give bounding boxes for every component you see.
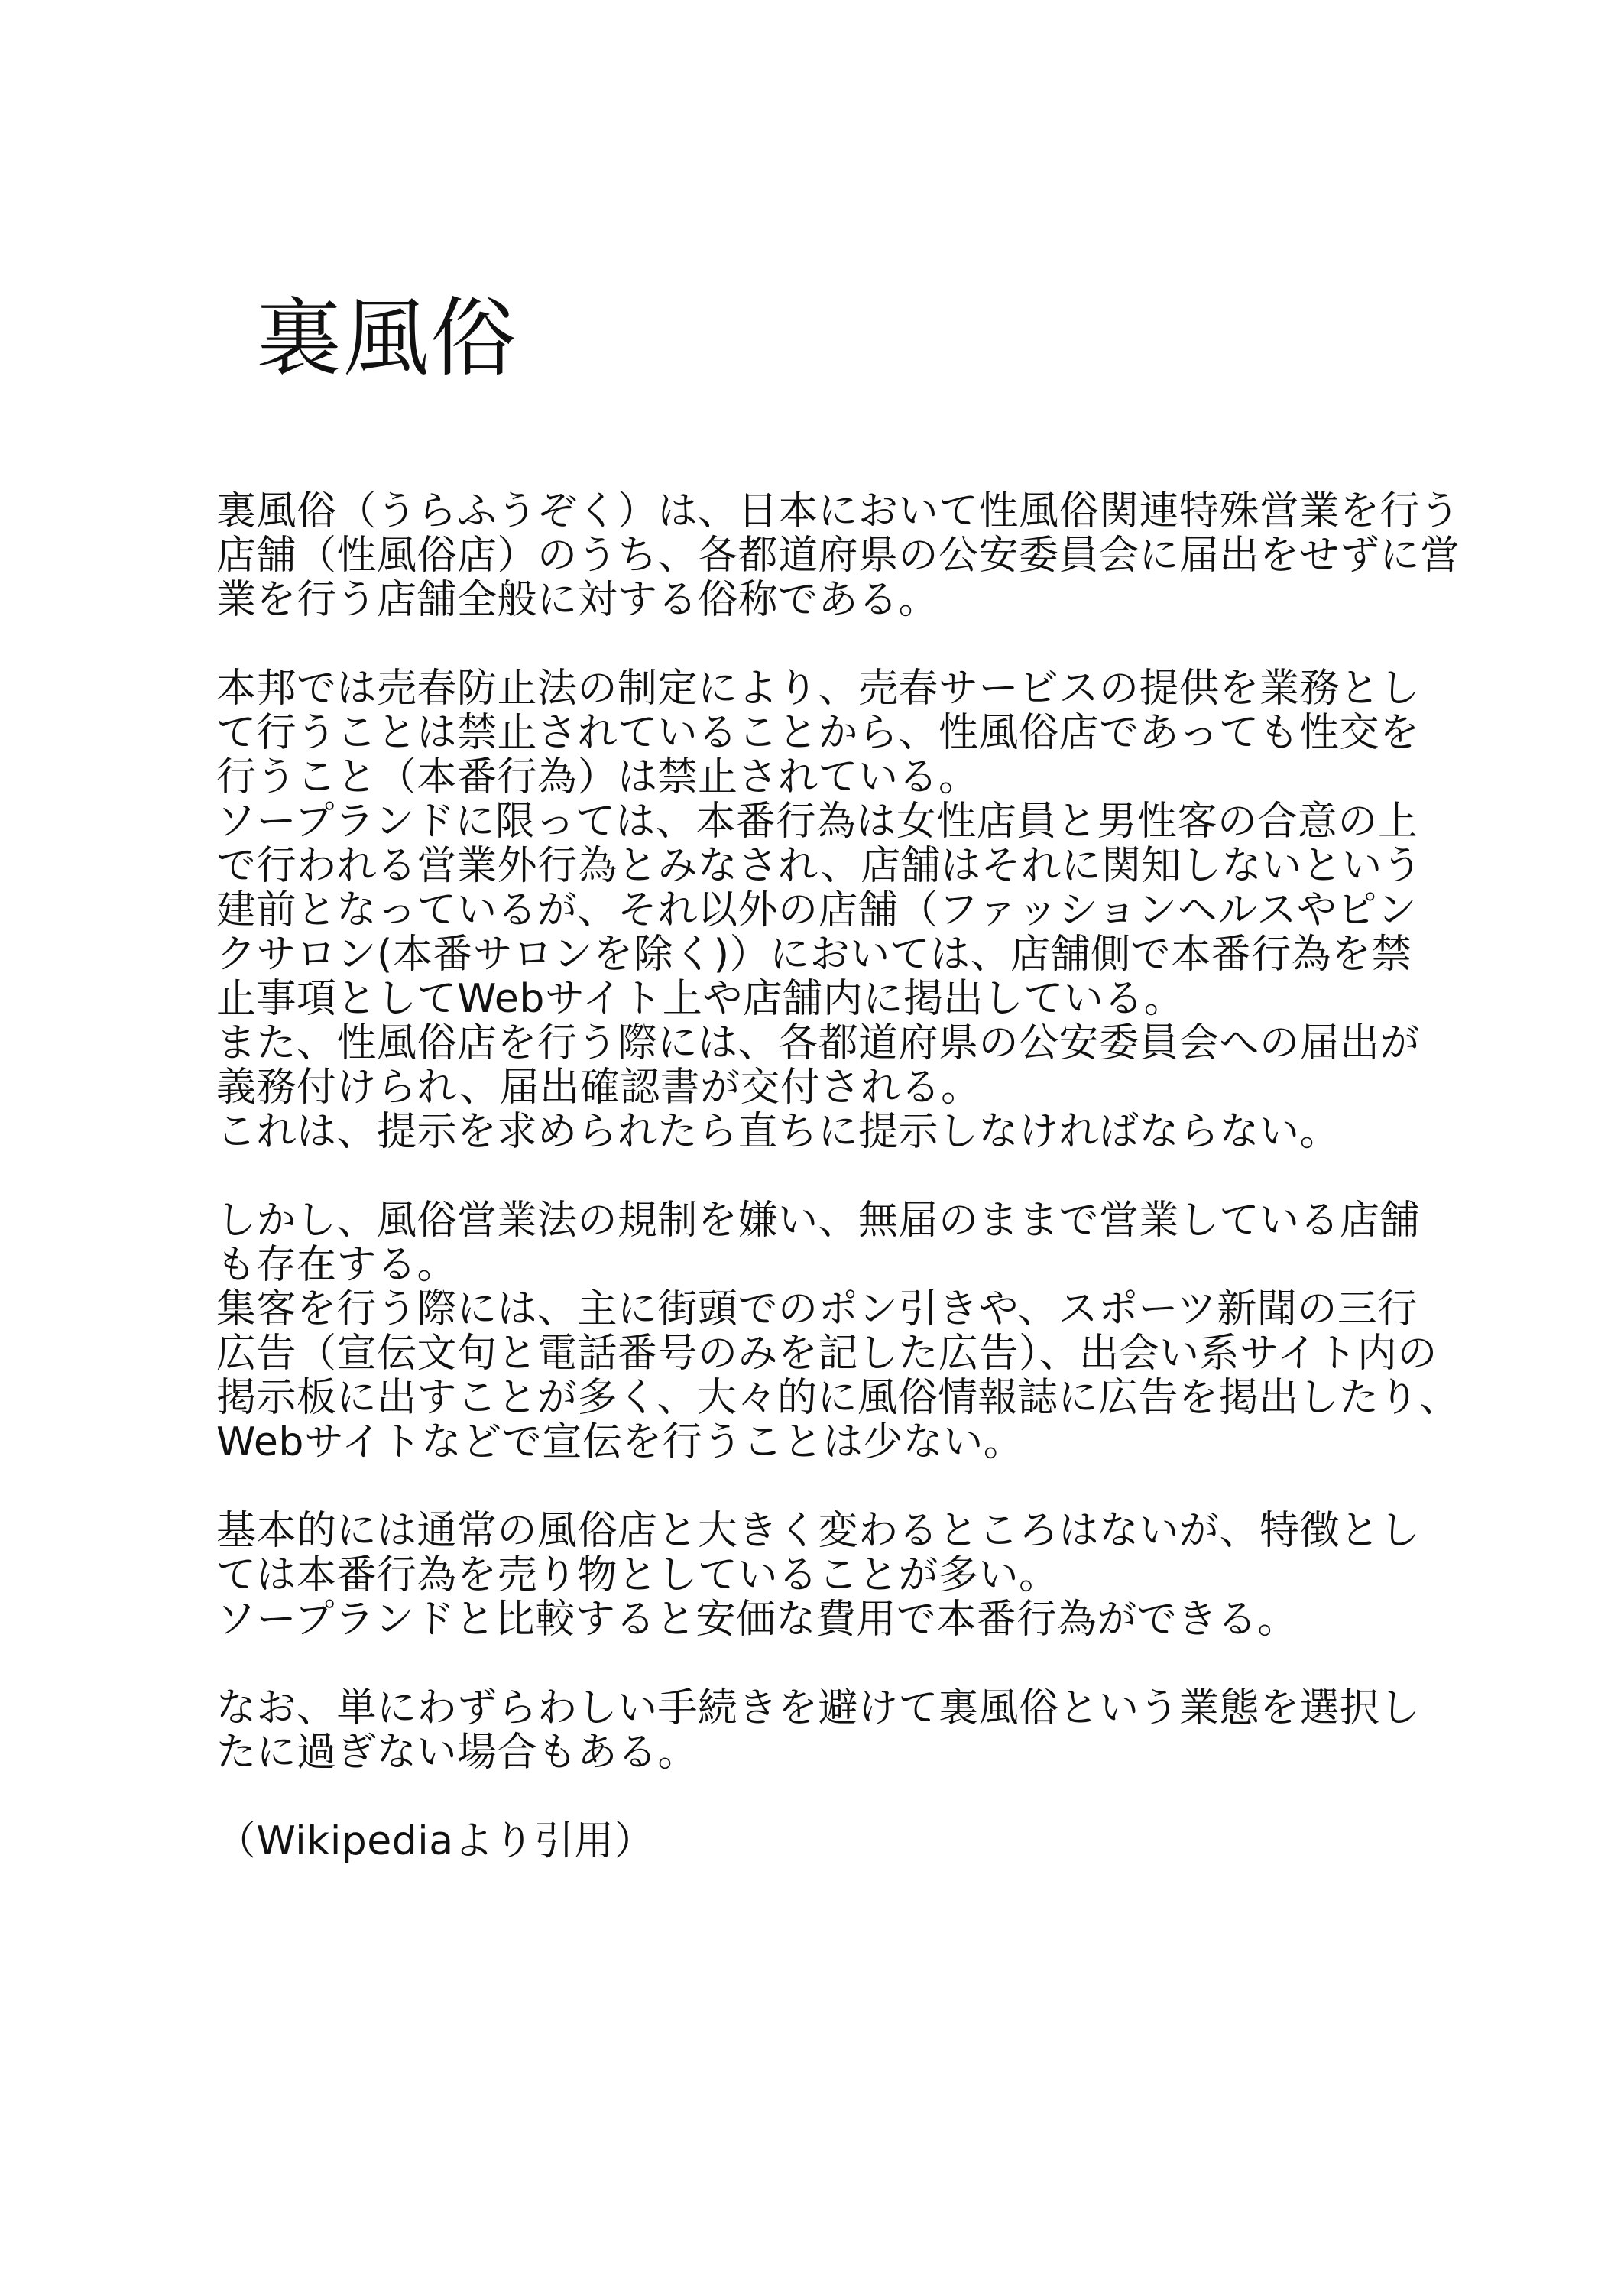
text-line: で行われる営業外行為とみなされ、店舗はそれに関知しないという — [216, 843, 1423, 889]
text-line: 義務付けられ、届出確認書が交付される。 — [216, 1065, 981, 1111]
text-line: 行うこと（本番行為）は禁止されている。 — [216, 754, 979, 800]
paragraph-citation — [216, 1819, 1531, 1863]
paragraph-legal-context — [216, 666, 1531, 1154]
text-line: も存在する。 — [216, 1242, 458, 1288]
text-line: 本邦では売春防止法の制定により、売春サービスの提供を業務とし — [216, 666, 1421, 712]
text-line: なお、単にわずらわしい手続きを避けて裏風俗という業態を選択し — [216, 1685, 1421, 1731]
text-line: たに過ぎない場合もある。 — [216, 1730, 699, 1776]
document-body — [216, 489, 1531, 1908]
paragraph-features — [216, 1509, 1531, 1642]
text-line: また、性風俗店を行う際には、各都道府県の公安委員会への届出が — [216, 1020, 1421, 1066]
citation-text: （Wikipediaより引用） — [216, 1818, 655, 1864]
paragraph-note — [216, 1686, 1531, 1775]
text-line: Webサイトなどで宣伝を行うことは少ない。 — [216, 1419, 1024, 1465]
text-line: これは、提示を求められたら直ちに提示しなければならない。 — [216, 1109, 1340, 1155]
text-line: 止事項としてWebサイト上や店舗内に掲出している。 — [216, 976, 1185, 1022]
text-line: 集客を行う際には、主に街頭でのポン引きや、スポーツ新聞の三行 — [216, 1286, 1418, 1332]
text-line: クサロン(本番サロンを除く)）においては、店舗側で本番行為を禁 — [216, 932, 1412, 978]
text-line: 広告（宣伝文句と電話番号のみを記した広告）、出会い系サイト内の — [216, 1331, 1438, 1377]
paragraph-intro — [216, 489, 1531, 622]
text-line: ては本番行為を売り物としていることが多い。 — [216, 1552, 1059, 1598]
text-line: 店舗（性風俗店）のうち、各都道府県の公安委員会に届出をせずに営 — [216, 533, 1460, 579]
text-line: 基本的には通常の風俗店と大きく変わるところはないが、特徴とし — [216, 1508, 1421, 1554]
page-title: 裏風俗 — [256, 289, 517, 388]
text-line: 建前となっているが、それ以外の店舗（ファッションヘルスやピン — [216, 887, 1418, 933]
paragraph-unregistered-shops — [216, 1198, 1531, 1464]
text-line: 裏風俗（うらふうぞく）は、日本において性風俗関連特殊営業を行う — [216, 488, 1460, 534]
text-line: ソープランドと比較すると安価な費用で本番行為ができる。 — [216, 1597, 1298, 1643]
text-line: 掲示板に出すことが多く、大々的に風俗情報誌に広告を掲出したり、 — [216, 1375, 1460, 1421]
text-line: ソープランドに限っては、本番行為は女性店員と男性客の合意の上 — [216, 799, 1418, 845]
text-line: 業を行う店舗全般に対する俗称である。 — [216, 577, 939, 623]
text-line: て行うことは禁止されていることから、性風俗店であっても性交を — [216, 710, 1420, 756]
text-line: しかし、風俗営業法の規制を嫌い、無届のままで営業している店舗 — [216, 1198, 1421, 1244]
